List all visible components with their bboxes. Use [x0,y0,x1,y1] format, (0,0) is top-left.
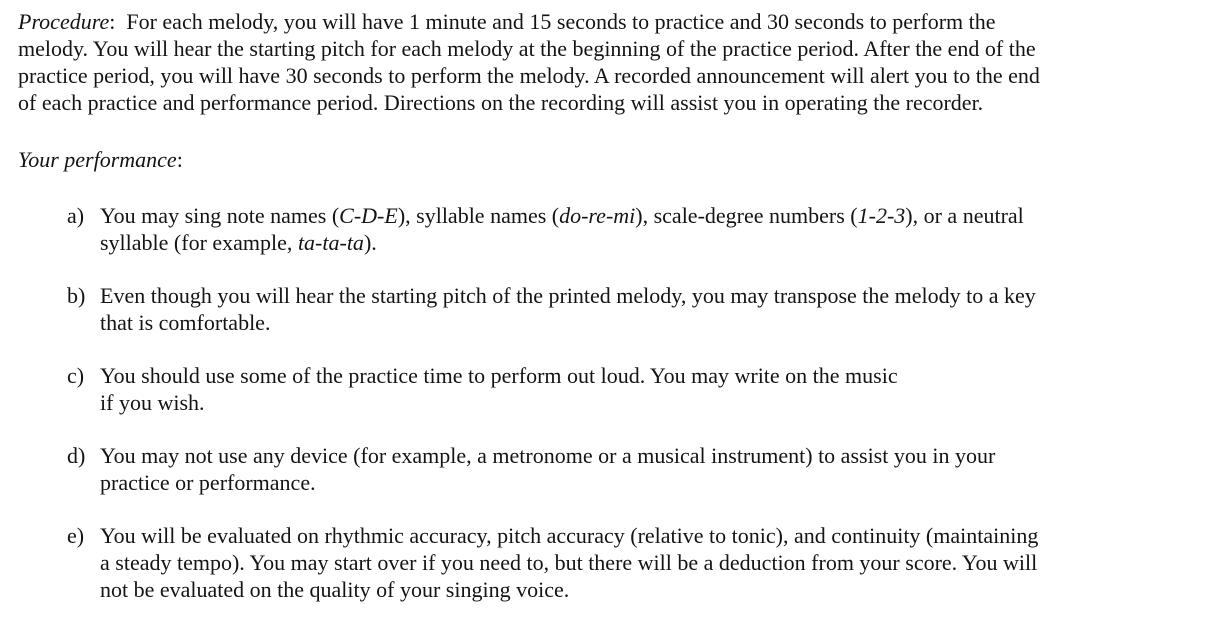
text-run: practice period, you will have 30 seconds to perform the melody. A recorded announcement will alert you to the end [18,63,1040,88]
italic-text-run: Your performance [18,147,177,172]
list-item-text [100,202,1207,256]
text-line [100,389,1207,416]
text-line [18,146,1207,173]
italic-text-run: ta-ta-ta [297,230,364,255]
text-line [100,202,1207,229]
text-run: that is comfortable. [100,310,271,335]
text-line [100,549,1207,576]
list-item-label: c) [67,363,85,388]
italic-text-run: do-re-mi [559,203,636,228]
text-run: Even though you will hear the starting pitch of the printed melody, you may transpose the melody to a key [100,283,1036,308]
text-run: ), scale-degree numbers ( [635,203,858,228]
text-run: ), or a neutral [905,203,1024,228]
text-line [100,229,1207,256]
list-item-label: d) [67,443,86,468]
list-item-text [100,362,1207,416]
list-item-e [18,522,1207,603]
list-item-c [18,362,1207,416]
list-item-a [18,202,1207,256]
text-run: : [176,147,183,172]
text-run: of each practice and performance period. Directions on the recording will assist you in operating the recorder. [18,90,984,115]
text-line [100,362,1207,389]
list-item-label: a) [67,203,85,228]
list-item-label: e) [67,523,85,548]
italic-text-run: C-D-E [339,203,398,228]
list-item-text [100,442,1207,496]
text-run: You will be evaluated on rhythmic accuracy, pitch accuracy (relative to tonic), and continuity (maintaining [100,523,1039,548]
text-run: melody. You will hear the starting pitch for each melody at the beginning of the practice period. After the end of the [18,36,1036,61]
section-heading [18,146,1207,173]
italic-text-run: 1-2-3 [857,203,906,228]
text-run: if you wish. [100,390,205,415]
list-item-b [18,282,1207,336]
text-run: practice or performance. [100,470,316,495]
list-item-text [100,282,1207,336]
text-line [100,576,1207,603]
text-run: ). [363,230,377,255]
text-line [100,442,1207,469]
list-item-d [18,442,1207,496]
text-run: ), syllable names ( [397,203,560,228]
text-line [18,62,1207,89]
text-run: syllable (for example, [100,230,298,255]
text-line [18,35,1207,62]
text-line [100,522,1207,549]
text-line [100,309,1207,336]
text-line [18,89,1207,116]
performance-list [18,202,1207,603]
text-line [18,8,1207,35]
list-item-label: b) [67,283,86,308]
text-run: You may not use any device (for example, a metronome or a musical instrument) to assist you in your [100,443,996,468]
text-run: You may sing note names ( [100,203,340,228]
text-run: : For each melody, you will have 1 minute and 15 seconds to practice and 30 seconds to perform the [109,9,996,34]
text-run: not be evaluated on the quality of your singing voice. [100,577,570,602]
list-item-text [100,522,1207,603]
text-line [100,469,1207,496]
procedure-paragraph [18,8,1207,116]
text-run: You should use some of the practice time to perform out loud. You may write on the music [100,363,898,388]
text-run: a steady tempo). You may start over if you need to, but there will be a deduction from your score. You will [100,550,1038,575]
italic-text-run: Procedure [18,9,110,34]
text-line [100,282,1207,309]
